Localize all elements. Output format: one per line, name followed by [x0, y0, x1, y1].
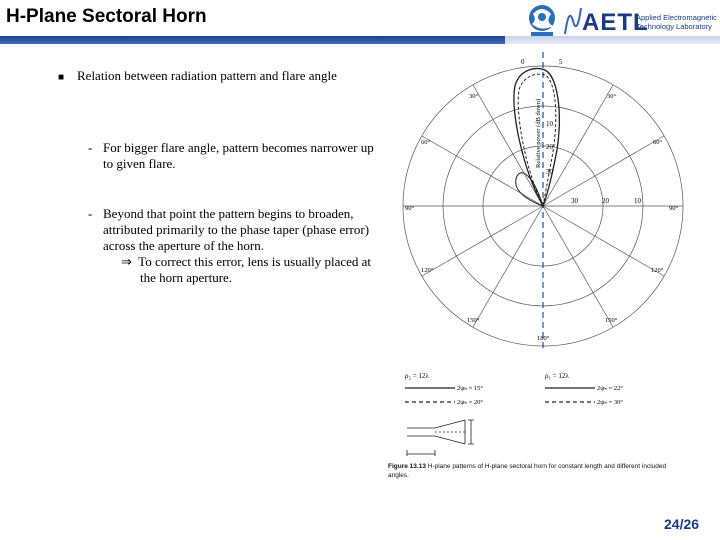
spoke-150	[473, 206, 543, 327]
pattern-sidelobe	[516, 173, 543, 206]
horiz-tick-30: 30	[571, 197, 578, 205]
legend-right-2: 2ψₕ = 30°	[597, 399, 623, 406]
angle-30-left: 30°	[469, 93, 479, 100]
legend-right-title: ρ₁ = 12λ	[545, 372, 569, 380]
implies-text: To correct this error, lens is usually placed at	[138, 254, 372, 269]
top-label-right: 5	[559, 58, 563, 66]
figure-legend	[395, 362, 695, 458]
list-item-1-line2: to given flare.	[103, 156, 176, 171]
radial-tick-30: 30	[546, 168, 553, 176]
angle-60-right: 60°	[653, 139, 663, 146]
lab-logo-subtitle	[636, 13, 717, 31]
spoke-60	[422, 136, 543, 206]
list-item-1-line1: For bigger flare angle, pattern becomes narrower up	[103, 140, 374, 155]
angle-180: 180°	[537, 335, 550, 342]
angle-30-right: 30°	[607, 93, 617, 100]
angle-120-right: 120°	[651, 267, 664, 274]
legend-left-2: 2ψₕ = 20°	[457, 399, 483, 406]
figure-caption	[388, 462, 688, 480]
bullet-heading: Relation between radiation pattern and flare angle	[77, 68, 337, 83]
legend-left-title: ρ₂ = 12λ	[405, 372, 429, 380]
angle-150-left: 150°	[467, 317, 480, 324]
caption-label: Figure 13.13	[388, 463, 426, 470]
caption-text: H-plane patterns of H-plane sectoral horn for constant length and different included angles.	[388, 463, 667, 479]
title-underline	[0, 36, 505, 44]
implies-text-line2: the horn aperture.	[140, 270, 233, 285]
list-item-2	[103, 206, 369, 254]
horiz-tick-20: 20	[602, 197, 609, 205]
angle-90-right: 90°	[669, 205, 679, 212]
list-item-2-line3: across the aperture of the horn.	[103, 238, 264, 253]
polar-pattern-figure	[395, 50, 695, 350]
spoke-60r	[543, 136, 664, 206]
lab-logo-text: AETL	[582, 9, 649, 36]
implies-arrow-icon: ⇒	[121, 254, 132, 269]
angle-150-right: 150°	[605, 317, 618, 324]
list-item-2-line2: attributed primarily to the phase taper (phase error)	[103, 222, 370, 237]
angle-60-left: 60°	[421, 139, 431, 146]
spoke-150r	[543, 206, 613, 327]
page-number: 24/26	[664, 516, 700, 532]
logo-wave-icon	[563, 4, 583, 38]
dash-icon: -	[88, 140, 93, 155]
legend-right-1: 2ψₕ = 22°	[597, 385, 623, 392]
dash-icon: -	[88, 206, 93, 221]
axis-title: Relative power (dB down)	[535, 98, 542, 168]
university-logo-icon	[523, 2, 561, 38]
spoke-30	[473, 85, 543, 206]
top-label-left: 0	[521, 58, 525, 66]
bullet-icon: ■	[58, 72, 65, 83]
angle-90-left: 90°	[405, 205, 415, 212]
list-item-1	[103, 140, 374, 172]
radial-tick-10: 10	[546, 120, 553, 128]
angle-120-left: 120°	[421, 267, 434, 274]
spoke-120	[422, 206, 543, 276]
slide-title: H-Plane Sectoral Horn	[6, 6, 207, 27]
radial-tick-20: 20	[546, 143, 553, 151]
lab-logo-subtitle-line2: Technology Laboratory	[636, 22, 712, 31]
list-item-2-line1: Beyond that point the pattern begins to broaden,	[103, 206, 354, 221]
spoke-120r	[543, 206, 664, 276]
lab-logo-subtitle-line1: Applied Electromagnetic	[636, 13, 717, 22]
implies-line	[121, 254, 371, 270]
horn-sketch-icon	[407, 420, 474, 456]
horiz-tick-10: 10	[634, 197, 641, 205]
legend-left-1: 2ψₕ = 15°	[457, 385, 483, 392]
